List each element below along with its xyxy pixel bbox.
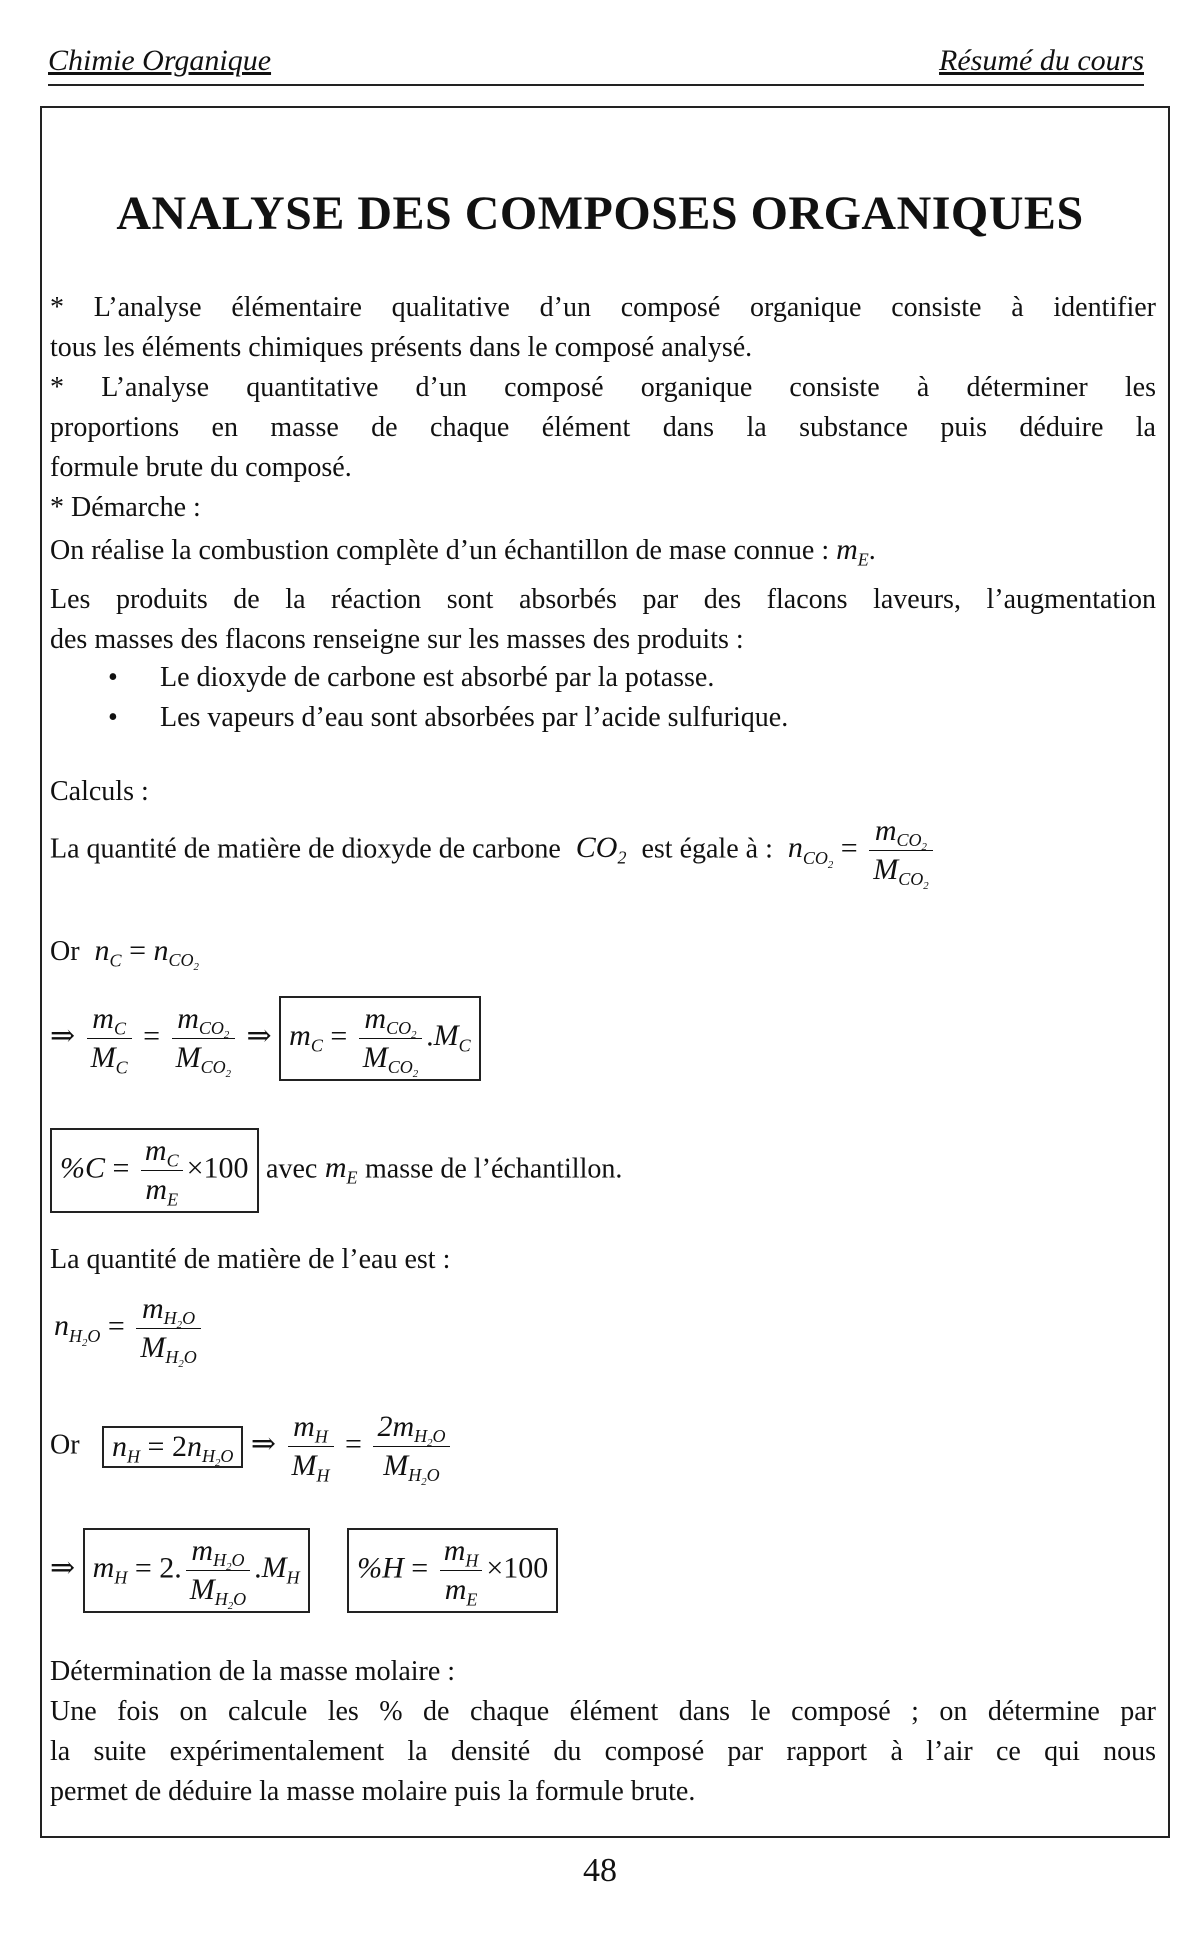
- text-fragment: On réalise la combustion complète d’un échantillon de mase connue :: [50, 535, 830, 566]
- fraction-mc-over-Mc: $\frac{m_C}{M_C}$: [87, 1000, 132, 1077]
- text-line: formule brute du composé.: [50, 452, 352, 483]
- calculs-heading: Calculs :: [50, 776, 149, 807]
- math-mE: $m_E$: [836, 533, 869, 570]
- text-fragment: est égale à :: [641, 833, 773, 865]
- implies-arrow: ⇒: [250, 1427, 277, 1461]
- equation-nh: Or $n_H = 2n_{H_2O}$ ⇒ $\frac{m_H}{M_H}$ = $\frac{2m_{H_2O}}{M_{H_2O}}$: [50, 1408, 454, 1485]
- header-left: Chimie Organique: [48, 44, 272, 77]
- text-fragment: Or: [50, 1429, 80, 1461]
- boxed-formula-mh: $m_H = 2$. $\frac{m_{H_2O}}{M_{H_2O}}$ $.M_H$: [83, 1528, 310, 1613]
- equals-sign: =: [129, 934, 146, 967]
- text-line: la suite expérimentalement la densité du composé par rapport à l’air ce qui nous: [50, 1736, 1156, 1767]
- fraction-mh-over-Mh: $\frac{m_H}{M_H}$: [288, 1408, 334, 1485]
- fraction-mco2-over-Mco2: $\frac{m_{CO_2}}{M_{CO_2}}$: [172, 1000, 235, 1077]
- text-fragment: masse de l’échantillon.: [365, 1153, 623, 1185]
- equals-sign: =: [840, 831, 858, 865]
- determination-heading: Détermination de la masse molaire :: [50, 1656, 456, 1687]
- equation-mc: [50, 996, 481, 1081]
- text-line: Une fois on calcule les % de chaque élément dans le composé ; on détermine par: [50, 1696, 1156, 1727]
- equation-nco2: [50, 812, 937, 893]
- text-line: Les produits de la réaction sont absorbés par des flacons laveurs, l’augmentation: [50, 584, 1156, 615]
- text-line: permet de déduire la masse molaire puis la formule brute.: [50, 1776, 696, 1807]
- page-title: ANALYSE DES COMPOSES ORGANIQUES: [116, 187, 1084, 240]
- list-item: Le dioxyde de carbone est absorbé par la potasse.: [160, 662, 715, 693]
- eau-heading: La quantité de matière de l’eau est :: [50, 1244, 451, 1275]
- text-line: tous les éléments chimiques présents dans le composé analysé.: [50, 332, 753, 363]
- text-fragment: avec: [266, 1153, 318, 1185]
- boxed-formula-percent-h: %H = $\frac{m_H}{m_E}$ ×100: [347, 1528, 558, 1613]
- text-line: des masses des flacons renseigne sur les masses des produits :: [50, 624, 744, 655]
- bullet-marker: •: [108, 702, 118, 733]
- implies-arrow: ⇒: [50, 1551, 76, 1585]
- text-line: * L’analyse élémentaire qualitative d’un composé organique consiste à identifier: [50, 292, 1156, 323]
- bullet-marker: •: [108, 662, 118, 693]
- header-rule: [48, 84, 1144, 86]
- equation-percent-c: [50, 1128, 622, 1213]
- math-nco2: $n_{CO_2}$: [780, 831, 834, 871]
- list-item: Les vapeurs d’eau sont absorbées par l’acide sulfurique.: [160, 702, 789, 733]
- fraction-2mh2o-over-Mh2o: $\frac{2m_{H_2O}}{M_{H_2O}}$: [373, 1408, 449, 1485]
- math-co2: $CO_2$: [568, 831, 627, 868]
- text-line: proportions en masse de chaque élément dans la substance puis déduire la: [50, 412, 1156, 443]
- period: .: [868, 535, 876, 566]
- math-nco2: $n_{CO_2}$: [153, 934, 199, 974]
- equation-nc: [50, 934, 199, 974]
- boxed-formula-nh: $n_H = 2n_{H_2O}$: [102, 1426, 243, 1468]
- fraction-mco2-over-Mco2: $\frac{m_{CO_2}}{M_{CO_2}}$: [869, 812, 932, 889]
- implies-arrow: ⇒: [50, 1019, 76, 1053]
- implies-arrow: ⇒: [246, 1019, 272, 1053]
- text-fragment: Or: [50, 936, 80, 967]
- text-line: * L’analyse quantitative d’un composé organique consiste à déterminer les: [50, 372, 1156, 403]
- equation-nh2o: $n_{H_2O}$ = $\frac{m_{H_2O}}{M_{H_2O}}$: [54, 1290, 205, 1367]
- boxed-formula-mc: $m_C$ = $\frac{m_{CO_2}}{M_{CO_2}}$ $.M_C$: [279, 996, 481, 1081]
- math-nc: $n_C$: [87, 934, 122, 971]
- math-mE: $m_E$: [324, 1151, 358, 1188]
- equation-mh: [50, 1528, 558, 1613]
- page-number: 48: [583, 1852, 617, 1889]
- boxed-formula-percent-c: %C = $\frac{m_C}{m_E}$ ×100: [50, 1128, 259, 1213]
- combustion-line: [50, 530, 1156, 571]
- header-right: Résumé du cours: [939, 44, 1144, 77]
- demarche-heading: * Démarche :: [50, 492, 201, 523]
- equals-sign: =: [143, 1019, 161, 1053]
- text-fragment: La quantité de matière de dioxyde de carbone: [50, 833, 561, 865]
